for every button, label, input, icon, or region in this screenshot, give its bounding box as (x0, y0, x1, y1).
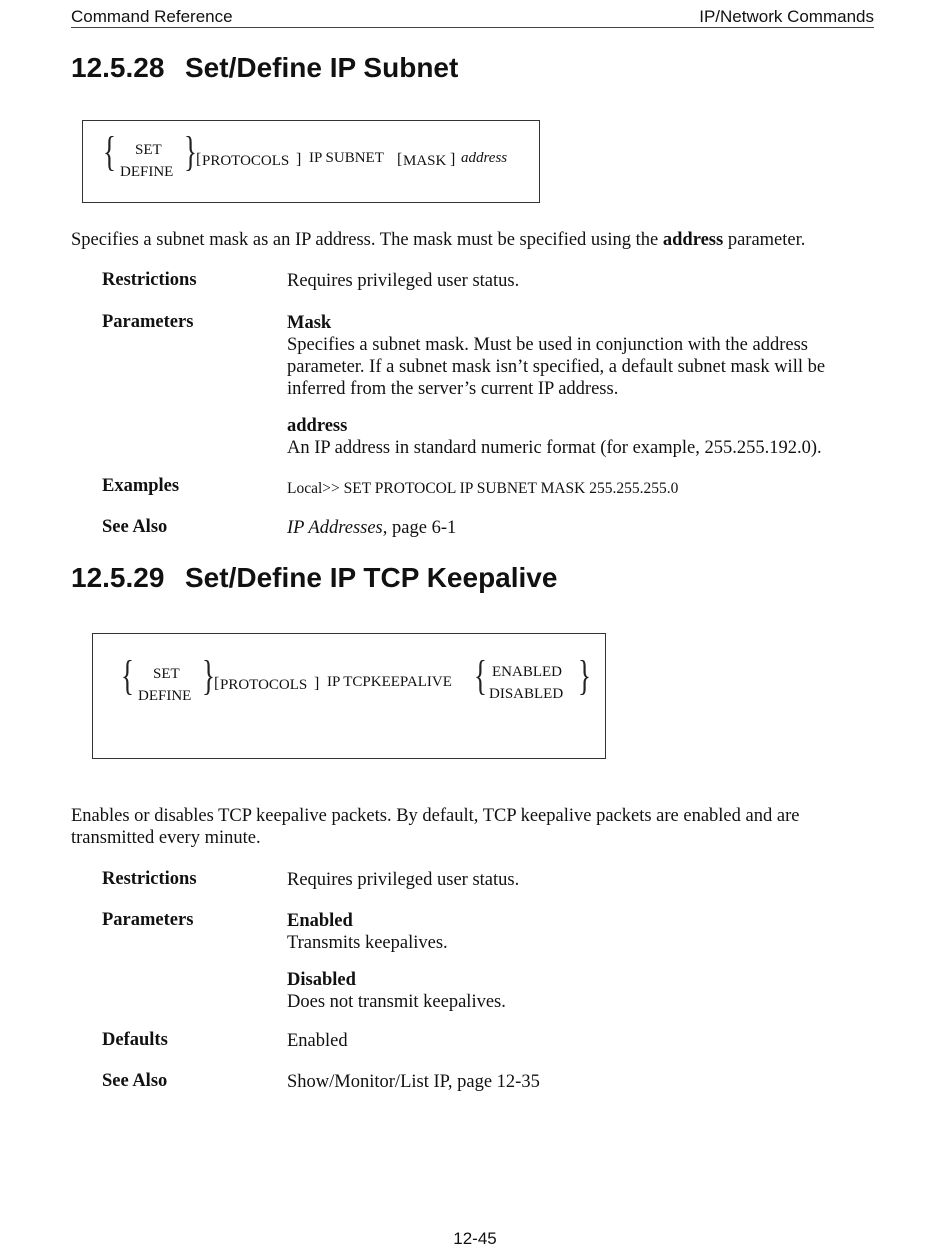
restrictions-label: Restrictions (102, 869, 197, 889)
right-bracket-icon: ] (296, 151, 302, 168)
section-title: Set/Define IP Subnet (185, 52, 459, 83)
restrictions-value: Requires privileged user status. (287, 271, 520, 291)
section-number: 12.5.29 (71, 562, 165, 593)
see-also-page: , page 6-1 (382, 518, 457, 538)
parameter-mask (287, 312, 857, 400)
description-tcp-keepalive: Enables or disables TCP keepalive packets. By default, TCP keepalive packets are enabled and are transmitted every minute. (71, 806, 800, 848)
parameter-address (287, 415, 857, 459)
examples-label: Examples (102, 476, 180, 496)
parameter-desc: Specifies a subnet mask. Must be used in conjunction with the address parameter. If a subnet mask isn’t specified, a default subnet mask will be inferred from the server’s current IP address. (287, 335, 826, 399)
parameter-name: Enabled (287, 911, 353, 931)
running-header-right: IP/Network Commands (699, 7, 874, 26)
section-number: 12.5.28 (71, 52, 165, 83)
see-also-link[interactable] (287, 517, 857, 539)
defaults-label: Defaults (102, 1030, 168, 1050)
defaults-value: Enabled (287, 1031, 348, 1051)
parameter-desc: An IP address in standard numeric format (for example, 255.255.192.0). (287, 438, 822, 458)
parameters-label: Parameters (102, 910, 194, 930)
left-brace-icon: { (474, 652, 487, 699)
parameter-name: Mask (287, 313, 332, 333)
syntax-choice-set: SET (153, 666, 180, 682)
restrictions-value: Requires privileged user status. (287, 870, 520, 890)
parameter-name: address (287, 416, 348, 436)
parameter-enabled (287, 910, 857, 954)
description-ip-subnet (71, 229, 861, 251)
parameters-label: Parameters (102, 312, 194, 332)
left-brace-icon: { (121, 652, 134, 699)
see-also-link[interactable]: Show/Monitor/List IP, page 12-35 (287, 1072, 540, 1092)
parameter-desc: Transmits keepalives. (287, 933, 448, 953)
syntax-box-ip-subnet (82, 120, 540, 203)
syntax-choice-define: DEFINE (120, 164, 174, 180)
description-text: Specifies a subnet mask as an IP address. The mask must be specified using the (71, 230, 663, 250)
section-heading-tcp-keepalive (71, 562, 557, 594)
section-heading-ip-subnet (71, 52, 458, 84)
syntax-optional-protocols: PROTOCOLS (220, 677, 308, 693)
syntax-choice-define: DEFINE (138, 688, 192, 704)
parameter-disabled (287, 969, 857, 1013)
right-brace-icon: } (578, 652, 591, 699)
left-bracket-icon: [ (214, 675, 220, 692)
syntax-keywords: IP TCPKEEPALIVE (327, 674, 452, 690)
example-command: Local>> SET PROTOCOL IP SUBNET MASK 255.255.255.0 (287, 480, 679, 497)
right-bracket-icon: ] (450, 151, 456, 168)
syntax-param-address: address (461, 150, 508, 166)
running-header-left: Command Reference (71, 7, 233, 26)
syntax-choice-set: SET (135, 142, 162, 158)
syntax-box-tcp-keepalive (92, 633, 606, 759)
right-bracket-icon: ] (314, 675, 320, 692)
syntax-keywords: IP SUBNET (309, 150, 384, 166)
syntax-value-enabled: ENABLED (492, 664, 562, 680)
left-bracket-icon: [ (196, 151, 202, 168)
syntax-optional-protocols: PROTOCOLS (202, 153, 290, 169)
see-also-label: See Also (102, 517, 168, 537)
syntax-value-disabled: DISABLED (489, 686, 564, 702)
left-bracket-icon: [ (397, 151, 403, 168)
header-rule (71, 27, 874, 28)
see-also-label: See Also (102, 1071, 168, 1091)
right-brace-icon: } (184, 128, 197, 175)
parameter-name: Disabled (287, 970, 356, 990)
parameter-desc: Does not transmit keepalives. (287, 992, 506, 1012)
section-title: Set/Define IP TCP Keepalive (185, 562, 558, 593)
description-text: parameter. (723, 230, 806, 250)
restrictions-label: Restrictions (102, 270, 197, 290)
right-brace-icon: } (202, 652, 215, 699)
syntax-optional-mask: MASK (403, 153, 447, 169)
description-bold-term: address (662, 230, 724, 250)
left-brace-icon: { (103, 128, 116, 175)
see-also-title: IP Addresses (287, 518, 383, 538)
page-number: 12-45 (453, 1229, 497, 1248)
